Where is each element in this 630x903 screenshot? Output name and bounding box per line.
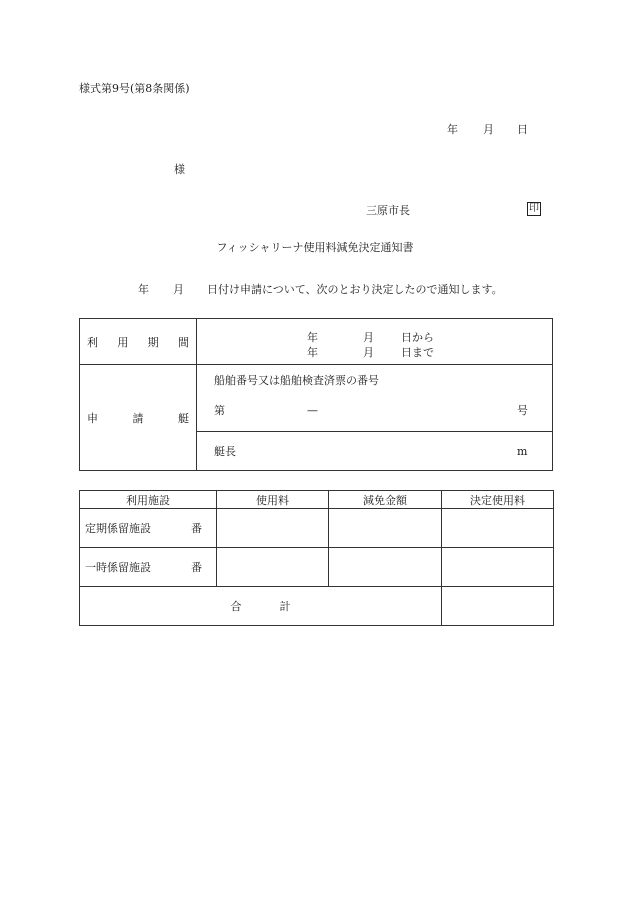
vessel-length-label: 艇長 [214,445,236,458]
header-reduction: 減免金額 [329,491,442,509]
facility-regular: 定期係留施設 番 [80,509,217,548]
header-final-fee: 決定使用料 [442,491,554,509]
total-label: 合 計 [80,587,442,626]
issuer: 三原市長 [366,204,410,217]
total-field[interactable] [442,587,554,626]
reduction-regular-field[interactable] [329,509,442,548]
addressee-suffix: 様 [174,163,185,176]
form-number: 様式第9号(第8条関係) [79,82,190,95]
fees-header-row [80,491,554,509]
header-facility: 利用施設 [80,491,217,509]
seal-mark: 印 [529,203,539,214]
fees-table [79,490,554,626]
period-to: 年 月 日まで [307,346,434,359]
total-row [80,587,554,626]
date-month-label: 月 [483,123,494,136]
date-day-label: 日 [517,123,528,136]
reduction-temporary-field[interactable] [329,548,442,587]
facility-temporary: 一時係留施設 番 [80,548,217,587]
final-fee-regular-field[interactable] [442,509,554,548]
vessel-length-unit: m [517,445,528,458]
intro-year-label: 年 [138,283,149,296]
period-from: 年 月 日から [307,331,434,344]
vessel-number-field[interactable] [197,365,553,432]
date-year-label: 年 [447,123,458,136]
header-fee: 使用料 [217,491,329,509]
fee-temporary-field[interactable] [217,548,329,587]
table-row [80,548,554,587]
period-field[interactable] [197,319,553,365]
vessel-label: 申 請 艇 [80,365,197,471]
vessel-length-field[interactable] [197,432,553,471]
vessel-number-go: 号 [517,404,528,417]
intro-month-label: 月 [173,283,184,296]
document-title: フィッシャリーナ使用料減免決定通知書 [216,241,414,254]
final-fee-temporary-field[interactable] [442,548,554,587]
vessel-number-label: 船舶番号又は船舶検査済票の番号 [214,374,379,387]
period-label: 利 用 期 間 [80,319,197,365]
intro-text: 日付け申請について、次のとおり決定したので通知します。 [207,283,503,296]
fee-regular-field[interactable] [217,509,329,548]
table-row [80,509,554,548]
vessel-number-dai: 第 [214,404,225,417]
application-info-table [79,318,553,471]
vessel-number-dash: — [307,404,318,417]
